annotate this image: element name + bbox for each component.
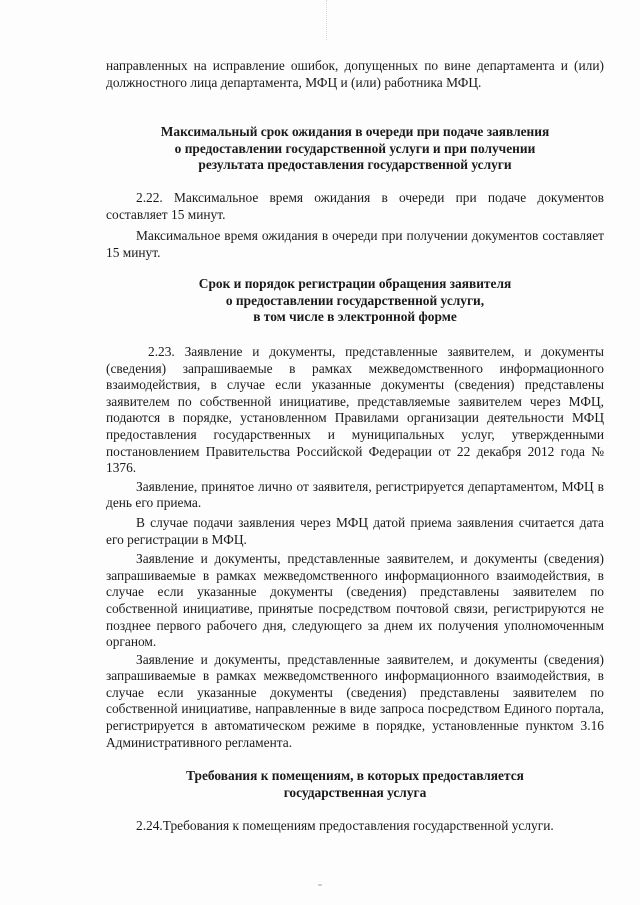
paragraph-portal-registration: Заявление и документы, представленные заявителем, и документы (сведения) запрашиваемые в рамках межведомственного информационного взаимодействия, в случае если указанные документы (сведения) представлены заявителем по собственной инициативе, направленные в виде запроса посредством Единого портала, регистрируется в автоматическом режиме в порядке, установленные пунктом 3.16 Административного регламента. [106, 651, 604, 750]
heading-line: Срок и порядок регистрации обращения заявителя [198, 276, 512, 291]
heading-line: Требования к помещениям, в которых предоставляется [186, 768, 524, 783]
paragraph-mfc-date: В случае подачи заявления через МФЦ датой приема заявления считается дата его регистрации в МФЦ. [106, 514, 604, 547]
paragraph-postal-registration: Заявление и документы, представленные заявителем, и документы (сведения) запрашиваемые в рамках межведомственного информационного взаимодействия, в случае если указанные документы (сведения) представлены заявителем по собственной инициативе, принятые посредством почтовой связи, регистрируются не позднее первого рабочего дня, следующего за днем их получения уполномоченным органом. [106, 551, 604, 650]
intro-paragraph: направленных на исправление ошибок, допущенных по вине департамента и (или) должностного лица департамента, МФЦ и (или) работника МФЦ. [106, 58, 604, 90]
heading-line: о предоставлении государственной услуги, [225, 292, 485, 308]
intro-block [106, 58, 604, 91]
paragraph-personal-registration: Заявление, принятое лично от заявителя, регистрируется департаментом, МФЦ в день его приема. [106, 478, 604, 511]
heading-line: о предоставлении государственной услуги и при получении [174, 140, 536, 156]
paragraph-2-22: 2.22. Максимальное время ожидания в очереди при подаче документов составляет 15 минут. [106, 190, 604, 222]
paragraph-2-24: 2.24.Требования к помещениям предоставления государственной услуги. [136, 818, 554, 833]
section-premises-body [106, 818, 604, 835]
scan-artifact [326, 0, 330, 40]
section-wait-body [106, 190, 604, 261]
section-wait-heading [106, 124, 604, 174]
paragraph-2-23: 2.23. Заявление и документы, представленные заявителем, и документы (сведения) запрашиваемые в рамках межведомственного информационного взаимодействия, в случае если указанные документы (сведения) представлены заявителем по собственной инициативе, представляемые заявителем через МФЦ, подаются в порядке, установленном Правилами организации деятельности МФЦ предоставления государственных и муниципальных услуг, утвержденными постановлением Правительства Российской Федерации от 22 декабря 2012 года № 1376. [106, 344, 604, 476]
section-registration-body [106, 344, 604, 751]
section-premises-heading [106, 768, 604, 801]
heading-line: Максимальный срок ожидания в очереди при подаче заявления [160, 124, 550, 139]
heading-line: государственная услуга [283, 784, 427, 800]
paragraph-wait-receive: Максимальное время ожидания в очереди при получении документов составляет 15 минут. [106, 228, 604, 260]
heading-line: в том числе в электронной форме [253, 309, 457, 325]
section-registration-heading [106, 276, 604, 326]
scan-speck [318, 884, 322, 886]
heading-line: результата предоставления государственной услуги [198, 157, 512, 173]
